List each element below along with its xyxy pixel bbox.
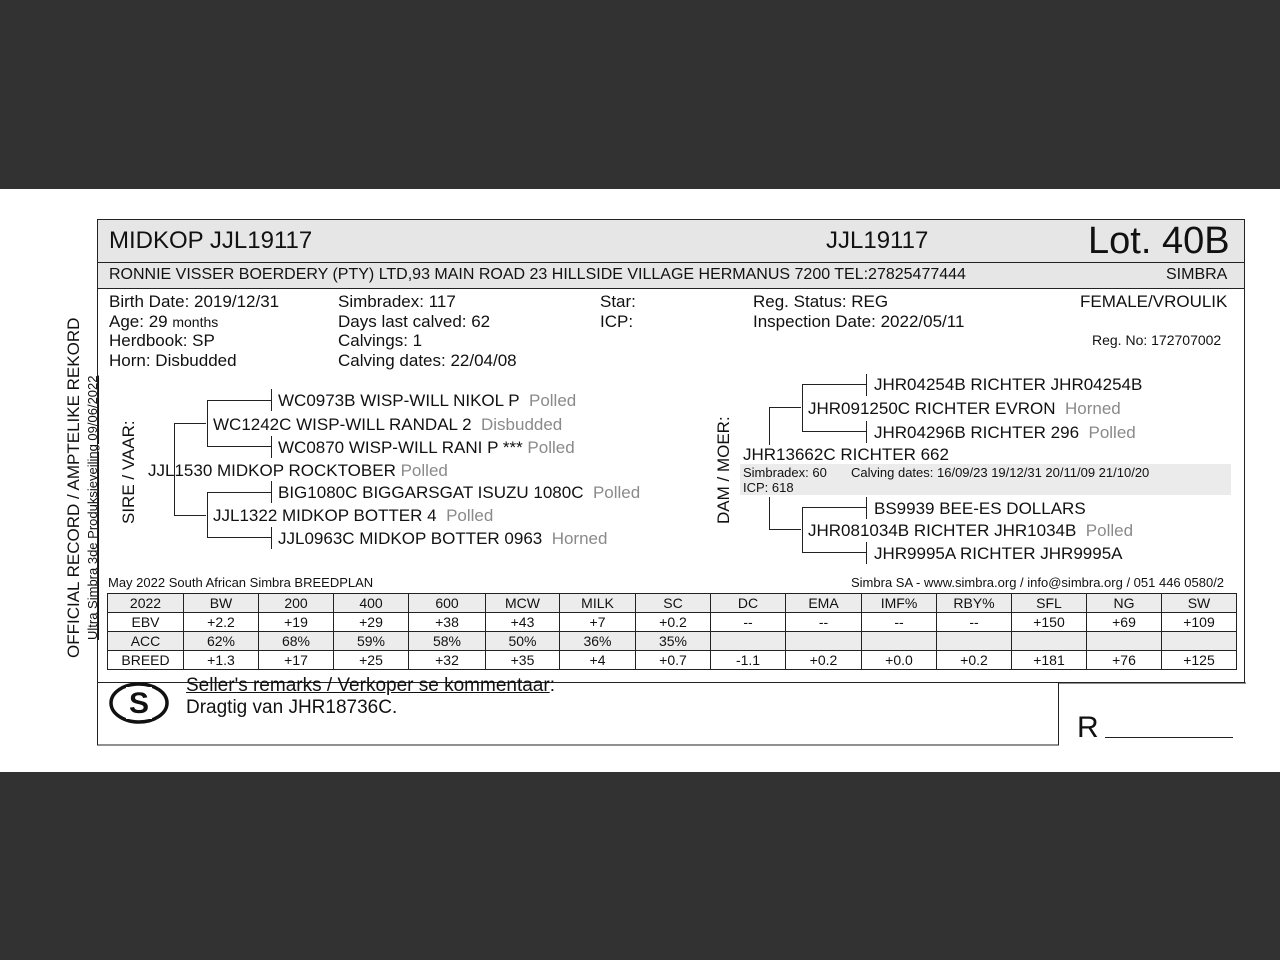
breedplan-cell: BW	[184, 594, 259, 613]
simbra-logo	[108, 681, 170, 725]
ddd-name: JHR9995A RICHTER JHR9995A	[874, 544, 1123, 563]
sss-horn: Polled	[528, 391, 577, 410]
sd-bracket	[207, 492, 208, 538]
sdd-tick	[271, 527, 272, 549]
dam-line-top	[769, 407, 801, 408]
breedplan-cell: +32	[409, 651, 486, 670]
ssd-name: WC0870 WISP-WILL RANI P ***	[278, 438, 523, 457]
dam-line-bottom	[769, 529, 801, 530]
dd-name: JHR081034B RICHTER JHR1034B	[808, 521, 1077, 540]
inspection-date: Inspection Date: 2022/05/11	[753, 312, 965, 331]
dds-name: BS9939 BEE-ES DOLLARS	[874, 499, 1086, 518]
sire-entry	[148, 461, 448, 481]
sex: FEMALE/VROULIK	[1080, 292, 1228, 311]
ss-line-bottom	[207, 446, 271, 447]
calving-dates: Calving dates: 22/04/08	[338, 351, 517, 370]
breedplan-cell: SFL	[1012, 594, 1087, 613]
breedplan-cell	[1162, 632, 1237, 651]
dd-horn: Polled	[1085, 521, 1134, 540]
breedplan-cell: +38	[409, 613, 486, 632]
dd-entry	[808, 521, 1133, 541]
breedplan-cell: +125	[1162, 651, 1237, 670]
breed-label: SIMBRA	[1166, 266, 1228, 283]
sdd-horn: Horned	[551, 529, 608, 548]
breedplan-row	[108, 632, 1237, 651]
sss-name: WC0973B WISP-WILL NIKOL P	[278, 391, 520, 410]
breedplan-cell: +0.2	[636, 613, 711, 632]
dss-entry	[874, 375, 1142, 395]
remarks-text: Dragtig van JHR18736C.	[186, 697, 398, 718]
breedplan-cell: +2.2	[184, 613, 259, 632]
ssd-horn: Polled	[527, 438, 575, 457]
dds-entry	[874, 499, 1086, 519]
breedplan-cell: +7	[560, 613, 636, 632]
age-unit: months	[172, 314, 219, 330]
breedplan-cell: --	[937, 613, 1012, 632]
star: Star:	[600, 292, 636, 311]
sire-line-top	[174, 423, 206, 424]
ss-entry	[213, 415, 562, 435]
breedplan-cell: +25	[334, 651, 409, 670]
simbradex: Simbradex: 117	[338, 292, 456, 311]
ds-name: JHR091250C RICHTER EVRON	[808, 399, 1056, 418]
sd-line-top	[207, 492, 271, 493]
breedplan-cell: 2022	[108, 594, 184, 613]
dam-bracket-top	[769, 407, 770, 445]
breedplan-cell	[937, 632, 1012, 651]
dam-simbradex: Simbradex: 60	[743, 465, 827, 480]
breedplan-cell: 600	[409, 594, 486, 613]
breedplan-cell: 35%	[636, 632, 711, 651]
sd-entry	[213, 506, 493, 526]
sds-tick	[271, 481, 272, 503]
dd-bracket	[802, 507, 803, 553]
breedplan-cell: +0.0	[862, 651, 937, 670]
breedplan-cell: +69	[1087, 613, 1162, 632]
breedplan-cell: +0.7	[636, 651, 711, 670]
ss-horn: Disbudded	[480, 415, 563, 434]
ds-horn: Horned	[1064, 399, 1121, 418]
dsd-horn: Polled	[1088, 423, 1136, 442]
sire-label: SIRE / VAAR:	[119, 420, 138, 524]
sds-horn: Polled	[592, 483, 641, 502]
breedplan-cell: --	[862, 613, 937, 632]
breedplan-caption: May 2022 South African Simbra BREEDPLAN	[108, 575, 374, 590]
breedplan-cell	[1012, 632, 1087, 651]
breedplan-cell: 200	[259, 594, 334, 613]
dam-icp: ICP: 618	[743, 480, 794, 495]
breedplan-cell: EMA	[786, 594, 862, 613]
breedplan-cell: EBV	[108, 613, 184, 632]
breedplan-cell: 36%	[560, 632, 636, 651]
ddd-tick	[866, 542, 867, 564]
breedplan-cell: +17	[259, 651, 334, 670]
sd-horn: Polled	[446, 506, 494, 525]
breedplan-cell: 50%	[486, 632, 560, 651]
ssd-tick	[271, 436, 272, 458]
herdbook: Herdbook: SP	[109, 331, 215, 350]
sss-tick	[271, 389, 272, 411]
breedplan-cell: --	[711, 613, 786, 632]
dam-calving-dates: Calving dates: 16/09/23 19/12/31 20/11/09 21/10/20	[851, 465, 1150, 480]
dds-tick	[866, 497, 867, 519]
breedplan-cell: 400	[334, 594, 409, 613]
sire-line-bottom	[174, 515, 206, 516]
breedplan-row	[108, 594, 1237, 613]
svg-text:S: S	[128, 687, 150, 720]
ss-bracket	[207, 400, 208, 447]
breedplan-cell: +109	[1162, 613, 1237, 632]
breedplan-cell: MCW	[486, 594, 560, 613]
animal-name: MIDKOP JJL19117	[109, 227, 313, 254]
sdd-entry	[278, 529, 607, 549]
ds-bracket	[802, 384, 803, 432]
breedplan-cell	[786, 632, 862, 651]
icp: ICP:	[600, 312, 634, 331]
age-value: Age: 29	[109, 312, 168, 331]
ds-line-bottom	[802, 431, 866, 432]
breedplan-cell: NG	[1087, 594, 1162, 613]
days-last-calved: Days last calved: 62	[338, 312, 491, 331]
breedplan-cell: SW	[1162, 594, 1237, 613]
age	[109, 312, 218, 332]
breedplan-cell: RBY%	[937, 594, 1012, 613]
breedplan-row	[108, 613, 1237, 632]
price-label: R	[1077, 711, 1099, 744]
ss-name: WC1242C WISP-WILL RANDAL 2	[213, 415, 472, 434]
breedplan-cell: ACC	[108, 632, 184, 651]
dsd-name: JHR04296B RICHTER 296	[874, 423, 1080, 442]
breedplan-cell	[862, 632, 937, 651]
calvings: Calvings: 1	[338, 331, 423, 350]
breedplan-cell: SC	[636, 594, 711, 613]
dam-label: DAM / MOER:	[714, 416, 733, 524]
breedplan-cell: +0.2	[786, 651, 862, 670]
breedplan-cell: +35	[486, 651, 560, 670]
breedplan-cell	[711, 632, 786, 651]
horn-status: Horn: Disbudded	[109, 351, 237, 370]
dss-name: JHR04254B RICHTER JHR04254B	[874, 375, 1143, 394]
dam-bracket-bottom	[769, 497, 770, 530]
dsd-entry	[874, 423, 1136, 443]
ds-entry	[808, 399, 1121, 419]
ds-line-top	[802, 384, 866, 385]
breedplan-cell: 59%	[334, 632, 409, 651]
breeder-line: RONNIE VISSER BOERDERY (PTY) LTD,93 MAIN ROAD 23 HILLSIDE VILLAGE HERMANUS 7200 TEL:27825477444	[109, 266, 966, 283]
remarks-heading: Seller's remarks / Verkoper se kommentaar	[186, 675, 550, 696]
sss-entry	[278, 391, 576, 411]
birth-date: Birth Date: 2019/12/31	[109, 292, 280, 311]
official-record-label: OFFICIAL RECORD / AMPTELIKE REKORD	[64, 317, 83, 658]
ddd-entry	[874, 544, 1122, 564]
dss-tick	[866, 374, 867, 396]
breedplan-cell: +1.3	[184, 651, 259, 670]
remarks-colon: :	[549, 675, 555, 696]
breedplan-cell: --	[786, 613, 862, 632]
breedplan-table	[107, 593, 1237, 670]
sdd-name: JJL0963C MIDKOP BOTTER 0963	[278, 529, 543, 548]
breedplan-cell: +29	[334, 613, 409, 632]
breedplan-cell: +181	[1012, 651, 1087, 670]
breedplan-cell: 68%	[259, 632, 334, 651]
breedplan-cell: MILK	[560, 594, 636, 613]
reg-status: Reg. Status: REG	[753, 292, 889, 311]
sire-horn: Polled	[400, 461, 448, 480]
sds-entry	[278, 483, 640, 503]
breedplan-cell: +4	[560, 651, 636, 670]
breedplan-cell: BREED	[108, 651, 184, 670]
breedplan-cell: +43	[486, 613, 560, 632]
animal-id: JJL19117	[826, 227, 929, 254]
remarks-heading-line	[186, 675, 555, 697]
breedplan-cell: DC	[711, 594, 786, 613]
dd-line-bottom	[802, 552, 866, 553]
sd-line-bottom	[207, 537, 271, 538]
ss-line-top	[207, 400, 271, 401]
reg-number: Reg. No: 172707002	[1092, 332, 1222, 348]
sd-name: JJL1322 MIDKOP BOTTER 4	[213, 506, 437, 525]
dd-line-top	[802, 507, 866, 508]
breedplan-cell: 58%	[409, 632, 486, 651]
breedplan-cell: +76	[1087, 651, 1162, 670]
dsd-tick	[866, 421, 867, 443]
ssd-entry	[278, 438, 575, 458]
breedplan-row	[108, 651, 1237, 670]
breedplan-cell: IMF%	[862, 594, 937, 613]
sale-label: Ultra Simbra 3de Produksieveiling 09/06/2022	[85, 375, 100, 640]
dam-entry: JHR13662C RICHTER 662	[743, 445, 949, 464]
sire-name: JJL1530 MIDKOP ROCKTOBER	[148, 461, 396, 480]
breedplan-cell: +150	[1012, 613, 1087, 632]
breedplan-cell	[1087, 632, 1162, 651]
sds-name: BIG1080C BIGGARSGAT ISUZU 1080C	[278, 483, 584, 502]
lot-number: Lot. 40B	[1088, 220, 1230, 262]
breedplan-cell: -1.1	[711, 651, 786, 670]
breedplan-cell: +0.2	[937, 651, 1012, 670]
breedplan-cell: 62%	[184, 632, 259, 651]
simbra-contact: Simbra SA - www.simbra.org / info@simbra.org / 051 446 0580/2	[851, 575, 1225, 590]
breedplan-cell: +19	[259, 613, 334, 632]
price-line	[1105, 737, 1233, 738]
